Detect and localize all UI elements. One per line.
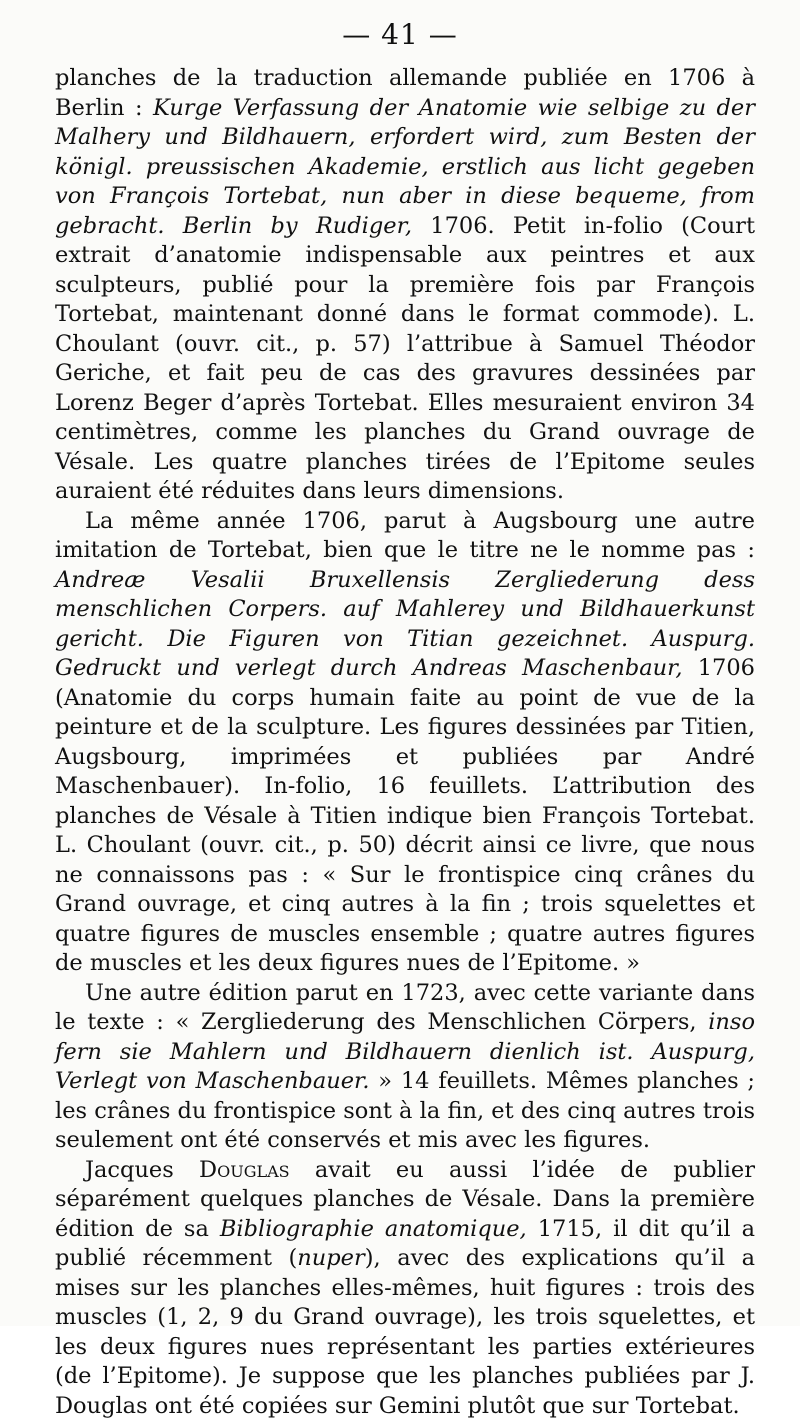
paragraph-4-author-name: Douglas [199,1157,290,1183]
paragraph-4-segment-1: Jacques [85,1157,199,1183]
paragraph-2 [55,507,755,979]
paragraph-4-segment-7: ), avec des explications qu’il a mises sur les planches elles-mêmes, huit figures : trois des muscles (1, 2, 9 du Grand ouvrage), les trois squelettes, et les deux figures nues représentant les parties extérieures (de l’Epitome). Je suppose que les planches publiées par J. Douglas ont été copiées sur Gemini plutôt que sur Tortebat. [55,1245,755,1419]
body-text [55,64,755,1421]
paragraph-4-italic-word: nuper [297,1245,364,1271]
paragraph-3-italic-title: inso fern sie Mahlern und Bildhauern dienlich ist. Auspurg, Verlegt von Maschenbauer. [55,1009,755,1094]
paragraph-1-segment-3: 1706. Petit in-folio (Court extrait d’anatomie indispensable aux peintres et aux sculpteurs, publié pour la première fois par François Tortebat, maintenant donné dans le format commode). L. Choulant (ouvr. cit., p. 57) l’attribue à Samuel Théodor Geriche, et fait peu de cas des gravures dessinées par Lorenz Beger d’après Tortebat. Elles mesuraient environ 34 centimètres, comme les planches du Grand ouvrage de Vésale. Les quatre planches tirées de l’Epitome seules auraient été réduites dans leurs dimensions. [55,213,755,505]
paragraph-2-segment-3: 1706 (Anatomie du corps humain faite au point de vue de la peinture et de la sculpture. Les figures dessinées par Titien, Augsbourg, imprimées et publiées par André Maschenbauer). In-folio, 16 feuillets. L’attribution des planches de Vésale à Titien indique bien François Tortebat. L. Choulant (ouvr. cit., p. 50) décrit ainsi ce livre, que nous ne connaissons pas : « Sur le frontispice cinq crânes du Grand ouvrage, et cinq autres à la fin ; trois squelettes et quatre figures de muscles ensemble ; quatre autres figures de muscles et les deux figures nues de l’Epitome. » [55,655,755,976]
paragraph-4-segment-3: avait eu aussi l’idée de publier séparément quelques planches de Vésale. Dans la première édition de sa [55,1157,755,1242]
paragraph-1 [55,64,755,507]
paragraph-4-segment-5: 1715, il dit qu’il a publié récemment ( [55,1216,755,1272]
paragraph-1-italic-title: Kurge Verfassung der Anatomie wie selbige zu der Malhery und Bildhauern, erfordert wird, zum Besten der königl. preussischen Akademie, erstlich aus licht gegeben von François Tortebat, nun aber in diese bequeme, from gebracht. Berlin by Rudiger, [55,95,755,239]
page-number: — 41 — [0,18,800,51]
paragraph-1-segment-1: planches de la traduction allemande publiée en 1706 à Berlin : [55,65,755,121]
paragraph-3 [55,979,755,1156]
paragraph-2-segment-1: La même année 1706, parut à Augsbourg une autre imitation de Tortebat, bien que le titre ne le nomme pas : [55,508,755,564]
paragraph-4 [55,1156,755,1421]
paragraph-3-segment-1: Une autre édition parut en 1723, avec cette variante dans le texte : « Zergliederung des Menschlichen Cörpers, [55,980,755,1036]
paragraph-4-italic-title: Bibliographie anatomique, [220,1216,527,1242]
paragraph-2-italic-title: Andreæ Vesalii Bruxellensis Zergliederung dess menschlichen Corpers. auf Mahlerey und Bildhauerkunst gericht. Die Figuren von Titian gezeichnet. Auspurg. Gedruckt und verlegt durch Andreas Maschenbaur, [55,567,755,682]
paragraph-3-segment-3: » 14 feuillets. Mêmes planches ; les crânes du frontispice sont à la fin, et des cinq autres trois seulement ont été conservés et mis avec les figures. [55,1068,755,1153]
